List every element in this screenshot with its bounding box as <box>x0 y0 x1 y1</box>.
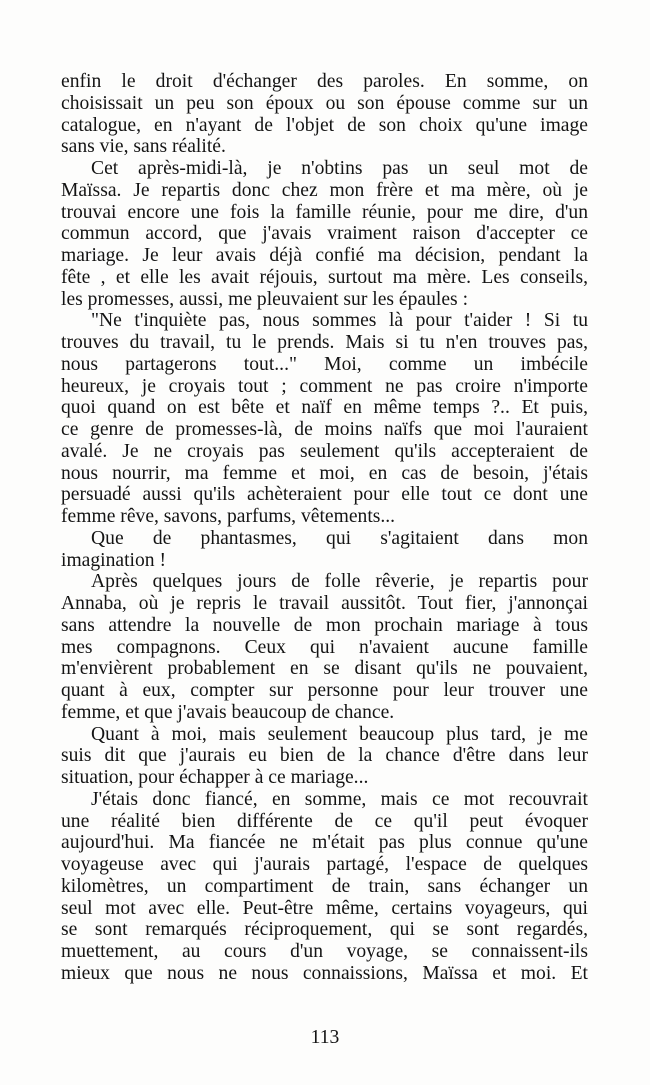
text-line: situation, pour échapper à ce mariage... <box>61 767 369 788</box>
text-line: avalé. Je ne croyais pas seulement qu'ils accepteraient de <box>61 440 588 462</box>
text-line: nous partagerons tout..." Moi, comme un imbécile <box>61 353 588 375</box>
text-line: suis dit que j'aurais eu bien de la chance d'être dans leur <box>61 745 588 767</box>
text-line: Quant à moi, mais seulement beaucoup plus tard, je me <box>91 723 588 745</box>
text-line: heureux, je croyais tout ; comment ne pas croire n'importe <box>61 375 588 397</box>
text-line: Annaba, où je repris le travail aussitôt. Tout fier, j'annonçai <box>61 593 588 614</box>
text-line: ce genre de promesses-là, de moins naïfs que moi l'auraient <box>61 419 588 440</box>
text-line: une réalité bien différente de ce qu'il peut évoquer <box>61 810 588 832</box>
text-line: mariage. Je leur avais déjà confié ma décision, pendant la <box>61 245 588 266</box>
text-line: "Ne t'inquiète pas, nous sommes là pour t'aider ! Si tu <box>91 310 588 332</box>
text-line: trouves du travail, tu le prends. Mais si tu n'en trouves pas, <box>61 332 588 353</box>
text-line: persuadé aussi qu'ils achèteraient pour elle tout ce dont une <box>61 484 588 506</box>
text-line: Maïssa. Je repartis donc chez mon frère et ma mère, où je <box>61 179 588 201</box>
page-number: 113 <box>310 1027 340 1048</box>
text-line: J'étais donc fiancé, en somme, mais ce mot recouvrait <box>91 788 588 810</box>
text-line: quant à eux, compter sur personne pour leur trouver une <box>61 680 588 701</box>
text-line: nous nourrir, ma femme et moi, en cas de besoin, j'étais <box>61 462 588 484</box>
text-line: commun accord, que j'avais vraiment raison d'accepter ce <box>61 223 588 245</box>
text-line: femme rêve, savons, parfums, vêtements... <box>61 506 396 527</box>
text-line: sans attendre la nouvelle de mon prochain mariage à tous <box>61 614 588 636</box>
text-line: aujourd'hui. Ma fiancée ne m'était pas plus connue qu'une <box>61 832 588 854</box>
text-line: femme, et que j'avais beaucoup de chance. <box>61 701 395 723</box>
text-line: fête , et elle les avait réjouis, surtout ma mère. Les conseils, <box>61 266 588 288</box>
text-line: quoi quand on est bête et naïf en même temps ?.. Et puis, <box>61 397 588 419</box>
text-line: mes compagnons. Ceux qui n'avaient aucune famille <box>61 636 588 658</box>
text-line: sans vie, sans réalité. <box>61 136 226 158</box>
text-line: voyageuse avec qui j'aurais partagé, l'espace de quelques <box>61 854 588 875</box>
text-line: les promesses, aussi, me pleuvaient sur les épaules : <box>61 288 469 310</box>
text-line: kilomètres, un compartiment de train, sans échanger un <box>61 875 588 897</box>
text-line: muettement, au cours d'un voyage, se connaissent-ils <box>61 941 588 962</box>
text-line: imagination ! <box>61 549 167 571</box>
text-line: catalogue, en n'ayant de l'objet de son choix qu'une image <box>61 114 588 136</box>
text-line: seul mot avec elle. Peut-être même, certains voyageurs, qui <box>61 897 588 919</box>
text-line: Cet après-midi-là, je n'obtins pas un seul mot de <box>91 158 588 179</box>
text-line: choisissait un peu son époux ou son épouse comme sur un <box>61 92 588 114</box>
text-line: enfin le droit d'échanger des paroles. En somme, on <box>61 71 588 92</box>
text-line: se sont remarqués réciproquement, qui se sont regardés, <box>61 919 588 941</box>
text-line: Après quelques jours de folle rêverie, je repartis pour <box>91 571 588 593</box>
text-line: m'envièrent probablement en se disant qu'ils ne pouvaient, <box>61 658 588 680</box>
body-text <box>61 71 588 985</box>
text-line: trouvai encore une fois la famille réunie, pour me dire, d'un <box>61 201 588 223</box>
text-line: mieux que nous ne nous connaissions, Maïssa et moi. Et <box>61 962 588 984</box>
text-line: Que de phantasmes, qui s'agitaient dans mon <box>91 527 588 549</box>
